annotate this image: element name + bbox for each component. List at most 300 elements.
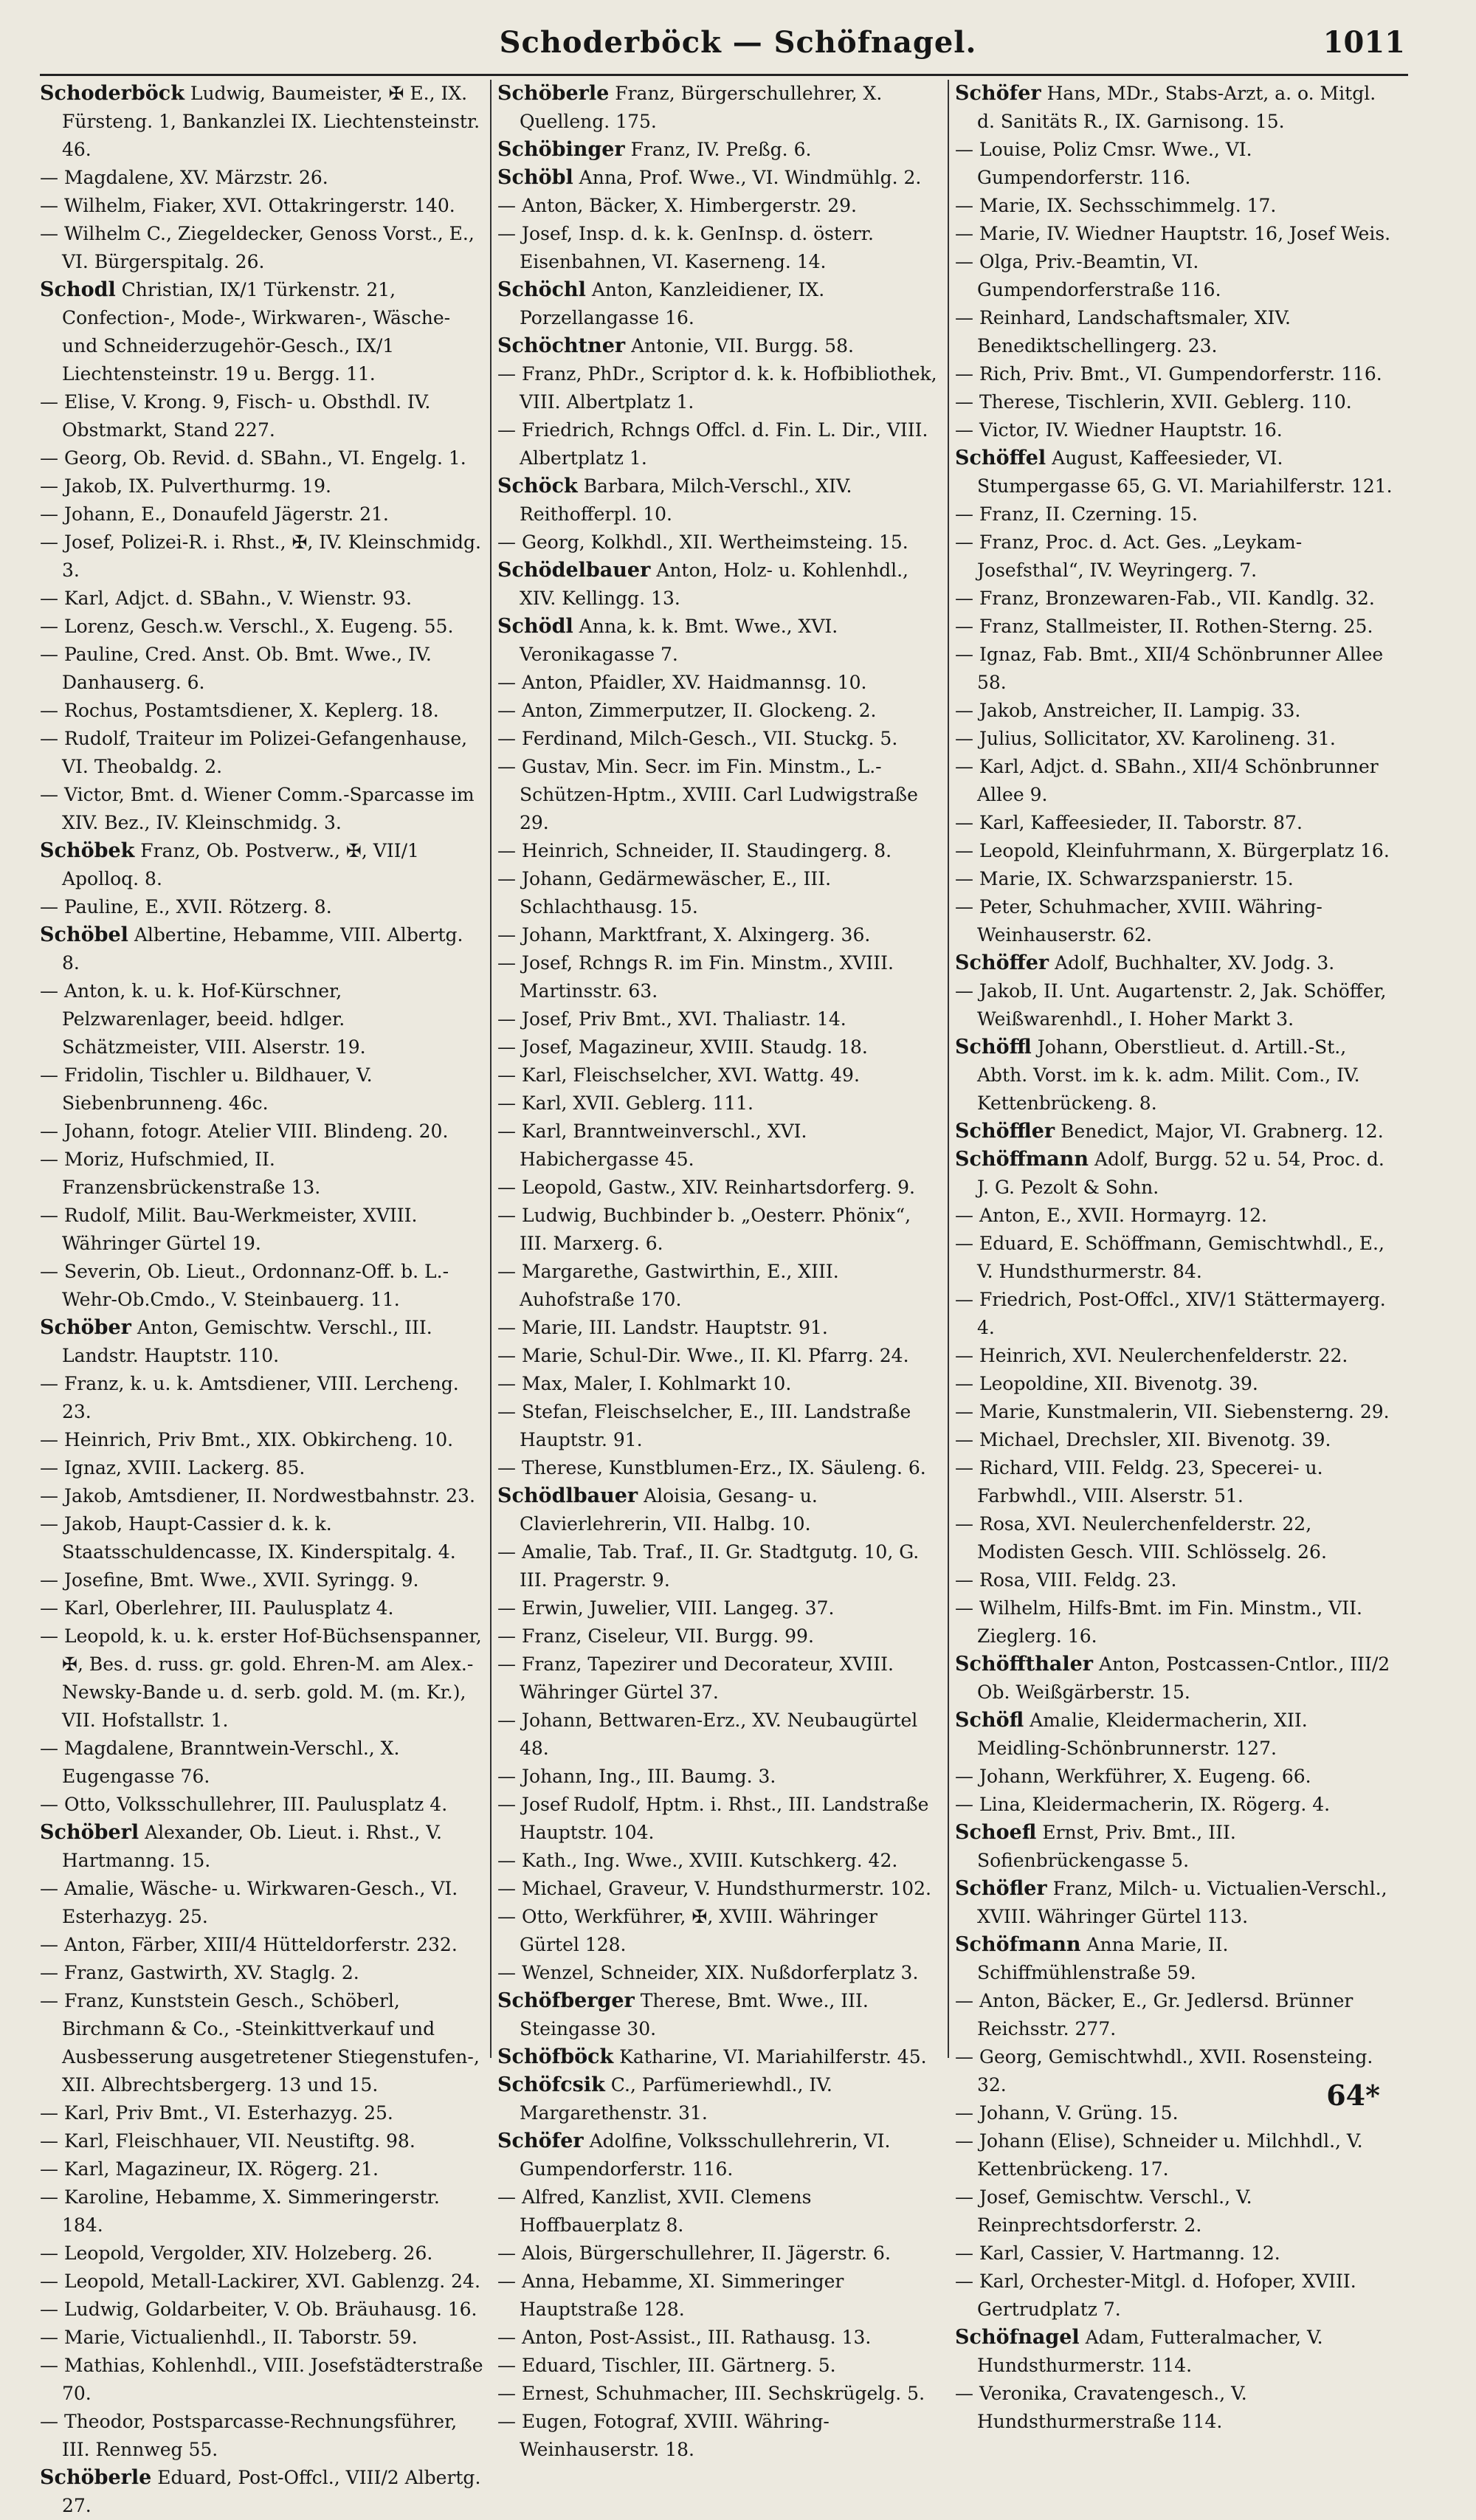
entry-text: Ernest, Schuhmacher, III. Sechskrügelg. 5. xyxy=(522,2383,925,2404)
entry-text: Richard, VIII. Feldg. 23, Specerei- u. Farbwhdl., VIII. Alserstr. 51. xyxy=(977,1457,1323,1507)
directory-entry xyxy=(40,472,484,500)
directory-entry xyxy=(40,1314,484,1370)
ditto-dash: — xyxy=(955,644,973,665)
ditto-dash: — xyxy=(40,1962,58,1983)
entry-text: Ferdinand, Milch-Gesch., VII. Stuckg. 5. xyxy=(522,728,898,749)
ditto-dash: — xyxy=(40,475,58,497)
ditto-dash: — xyxy=(40,1457,58,1478)
ditto-dash: — xyxy=(497,728,516,749)
ditto-dash: — xyxy=(955,756,973,777)
directory-entry xyxy=(40,1959,484,1987)
ditto-dash: — xyxy=(955,1766,973,1787)
ditto-dash: — xyxy=(497,1625,516,1647)
directory-entry xyxy=(955,1931,1399,1987)
entry-text: Jakob, IX. Pulverthurmg. 19. xyxy=(64,475,331,497)
entry-surname: Schöchtner xyxy=(497,334,626,357)
directory-entry xyxy=(497,1622,942,1650)
directory-entry xyxy=(497,1538,942,1594)
directory-entry xyxy=(40,1622,484,1735)
entry-text: Leopold, Gastw., XIV. Reinhartsdorferg. 9. xyxy=(522,1177,915,1198)
entry-text: Pauline, Cred. Anst. Ob. Bmt. Wwe., IV. Danhauserg. 6. xyxy=(62,644,432,693)
entry-surname: Schöberle xyxy=(40,2466,152,2489)
directory-entry xyxy=(40,1482,484,1510)
entry-text: Franz, II. Czerning. 15. xyxy=(979,503,1198,525)
ditto-dash: — xyxy=(40,2158,58,2180)
entry-text: Eduard, E. Schöffmann, Gemischtwhdl., E., V. Hundsthurmerstr. 84. xyxy=(977,1233,1384,1282)
directory-entry xyxy=(40,1987,484,2099)
column-divider xyxy=(948,80,949,2058)
ditto-dash: — xyxy=(497,2271,516,2292)
ditto-dash: — xyxy=(955,1345,973,1366)
entry-text: Johann, Gedärmewäscher, E., III. Schlachthausg. 15. xyxy=(520,868,832,918)
entry-text: Anton, Postcassen-Cntlor., III/2 Ob. Weißgärberstr. 15. xyxy=(977,1653,1390,1703)
ditto-dash: — xyxy=(955,2046,973,2068)
directory-entry xyxy=(955,1230,1399,1286)
entry-text: Heinrich, Schneider, II. Staudingerg. 8. xyxy=(522,840,892,861)
entry-text: Anton, Zimmerputzer, II. Glockeng. 2. xyxy=(522,700,877,721)
directory-entry xyxy=(497,2408,942,2464)
ditto-dash: — xyxy=(955,1569,973,1591)
directory-entry xyxy=(40,1118,484,1146)
entry-text: Leopold, Metall-Lackirer, XVI. Gablenzg. 24. xyxy=(64,2271,480,2292)
entry-text: Therese, Kunstblumen-Erz., IX. Säuleng. 6. xyxy=(522,1457,926,1478)
ditto-dash: — xyxy=(497,1850,516,1871)
entry-text: Veronika, Cravatengesch., V. Hundsthurmerstraße 114. xyxy=(977,2383,1247,2432)
entry-text: Anton, Kanzleidiener, IX. Porzellangasse 16. xyxy=(520,279,825,328)
directory-entry xyxy=(40,2183,484,2240)
entry-text: Franz, Tapezirer und Decorateur, XVIII. Währinger Gürtel 37. xyxy=(520,1653,894,1703)
ditto-dash: — xyxy=(497,1092,516,1114)
ditto-dash: — xyxy=(497,2383,516,2404)
entry-surname: Schöfberger xyxy=(497,1989,635,2012)
entry-text: Otto, Werkführer, ✠, XVIII. Währinger Gürtel 128. xyxy=(520,1906,877,1955)
ditto-dash: — xyxy=(497,1710,516,1731)
ditto-dash: — xyxy=(497,1766,516,1787)
entry-text: Wilhelm, Hilfs-Bmt. im Fin. Minstm., VII. Zieglerg. 16. xyxy=(977,1597,1362,1647)
directory-entry xyxy=(955,444,1399,500)
entry-text: Barbara, Milch-Verschl., XIV. Reithofferpl. 10. xyxy=(520,475,852,525)
directory-entry xyxy=(40,1510,484,1566)
entry-text: Olga, Priv.-Beamtin, VI. Gumpendorferstraße 116. xyxy=(977,251,1221,300)
ditto-dash: — xyxy=(955,896,973,918)
ditto-dash: — xyxy=(40,1934,58,1955)
directory-entry xyxy=(497,1791,942,1847)
directory-entry xyxy=(40,641,484,697)
entry-text: Josef, Gemischtw. Verschl., V. Reinprechtsdorferstr. 2. xyxy=(977,2186,1252,2236)
entry-text: Leopoldine, XII. Bivenotg. 39. xyxy=(979,1373,1258,1394)
directory-entry xyxy=(40,2155,484,2183)
entry-text: Ernst, Priv. Bmt., III. Sofienbrückengasse 5. xyxy=(977,1822,1236,1871)
directory-entry xyxy=(497,921,942,949)
entry-surname: Schöffler xyxy=(955,1120,1055,1143)
entry-text: Franz, Ciseleur, VII. Burgg. 99. xyxy=(522,1625,814,1647)
directory-entry xyxy=(40,977,484,1061)
entry-text: Leopold, Vergolder, XIV. Holzeberg. 26. xyxy=(64,2242,433,2264)
ditto-dash: — xyxy=(497,1036,516,1058)
entry-surname: Schöfböck xyxy=(497,2045,614,2068)
entry-text: Franz, Stallmeister, II. Rothen-Sterng. 25. xyxy=(979,616,1373,637)
entry-surname: Schöberle xyxy=(497,82,610,105)
directory-entry xyxy=(497,1707,942,1763)
directory-entry xyxy=(955,2240,1399,2268)
entry-surname: Schoderböck xyxy=(40,82,184,105)
ditto-dash: — xyxy=(497,1653,516,1675)
entry-text: Karl, Branntweinverschl., XVI. Habichergasse 45. xyxy=(520,1120,807,1170)
entry-text: Reinhard, Landschaftsmaler, XIV. Benediktschellingerg. 23. xyxy=(977,307,1291,357)
directory-entry xyxy=(955,1146,1399,1202)
ditto-dash: — xyxy=(497,1597,516,1619)
ditto-dash: — xyxy=(40,223,58,244)
entry-text: Heinrich, XVI. Neulerchenfelderstr. 22. xyxy=(979,1345,1348,1366)
entry-surname: Schöfler xyxy=(955,1877,1047,1900)
ditto-dash: — xyxy=(497,1906,516,1927)
column-2 xyxy=(497,80,942,2460)
entry-text: Ignaz, XVIII. Lackerg. 85. xyxy=(64,1457,306,1478)
ditto-dash: — xyxy=(497,363,516,385)
entry-text: Johann, V. Grüng. 15. xyxy=(979,2102,1179,2124)
entry-text: Johann, Ing., III. Baumg. 3. xyxy=(522,1766,776,1787)
entry-text: Franz, Kunststein Gesch., Schöberl, Birchmann & Co., -Steinkittverkauf und Ausbesserung ausgetretener Stiegenstufen-, XII. Albrechtsbergerg. 13 und 15. xyxy=(62,1990,480,2096)
entry-surname: Schöbinger xyxy=(497,138,625,161)
directory-entry xyxy=(497,1875,942,1903)
ditto-dash: — xyxy=(955,2130,973,2152)
entry-surname: Schöchl xyxy=(497,278,586,301)
directory-entry xyxy=(497,1061,942,1089)
entry-surname: Schöck xyxy=(497,475,578,498)
directory-entry xyxy=(955,949,1399,977)
entry-text: Karl, Adjct. d. SBahn., V. Wienstr. 93. xyxy=(64,588,412,609)
directory-entry xyxy=(497,2352,942,2380)
directory-entry xyxy=(955,1286,1399,1342)
entry-text: Anton, Holz- u. Kohlenhdl., XIV. Kellingg. 13. xyxy=(520,560,908,609)
header-rule xyxy=(40,74,1408,76)
entry-text: Ludwig, Goldarbeiter, V. Ob. Bräuhausg. 16. xyxy=(64,2299,477,2320)
ditto-dash: — xyxy=(497,1317,516,1338)
entry-text: Anton, E., XVII. Hormayrg. 12. xyxy=(979,1205,1267,1226)
ditto-dash: — xyxy=(497,924,516,946)
directory-entry xyxy=(497,1987,942,2043)
directory-entry xyxy=(497,2071,942,2127)
directory-entry xyxy=(497,164,942,192)
directory-entry xyxy=(955,1033,1399,1118)
directory-entry xyxy=(955,248,1399,304)
directory-entry xyxy=(497,136,942,164)
directory-entry xyxy=(955,893,1399,949)
directory-entry xyxy=(497,1650,942,1707)
entry-text: Johann, E., Donaufeld Jägerstr. 21. xyxy=(64,503,389,525)
directory-entry xyxy=(40,893,484,921)
ditto-dash: — xyxy=(40,2271,58,2292)
directory-entry xyxy=(497,2324,942,2352)
directory-entry xyxy=(40,1146,484,1202)
directory-entry xyxy=(497,1763,942,1791)
directory-entry xyxy=(40,444,484,472)
ditto-dash: — xyxy=(955,1597,973,1619)
directory-entry xyxy=(40,1791,484,1819)
directory-entry xyxy=(497,1314,942,1342)
entry-text: Erwin, Juwelier, VIII. Langeg. 37. xyxy=(522,1597,835,1619)
ditto-dash: — xyxy=(955,700,973,721)
entry-text: Heinrich, Priv Bmt., XIX. Obkircheng. 10. xyxy=(64,1429,454,1450)
entry-text: Max, Maler, I. Kohlmarkt 10. xyxy=(522,1373,792,1394)
ditto-dash: — xyxy=(40,644,58,665)
entry-text: Hans, MDr., Stabs-Arzt, a. o. Mitgl. d. Sanitäts R., IX. Garnisong. 15. xyxy=(977,83,1376,132)
directory-entry xyxy=(497,1005,942,1033)
ditto-dash: — xyxy=(955,2102,973,2124)
ditto-dash: — xyxy=(40,1149,58,1170)
entry-surname: Schöbel xyxy=(40,923,128,946)
directory-entry xyxy=(40,529,484,585)
column-1 xyxy=(40,80,484,2516)
entry-text: Karl, XVII. Geblerg. 111. xyxy=(522,1092,753,1114)
ditto-dash: — xyxy=(497,1177,516,1198)
ditto-dash: — xyxy=(955,139,973,160)
ditto-dash: — xyxy=(955,728,973,749)
ditto-dash: — xyxy=(497,1878,516,1899)
directory-entry xyxy=(497,725,942,753)
directory-entry xyxy=(40,781,484,837)
directory-entry xyxy=(40,2464,484,2520)
entry-text: Karl, Orchester-Mitgl. d. Hofoper, XVIII. Gertrudplatz 7. xyxy=(977,2271,1356,2320)
entry-text: Adolfine, Volksschullehrerin, VI. Gumpendorferstr. 116. xyxy=(520,2130,891,2180)
ditto-dash: — xyxy=(40,616,58,637)
entry-text: Franz, k. u. k. Amtsdiener, VIII. Lercheng. 23. xyxy=(62,1373,459,1422)
directory-entry xyxy=(497,1398,942,1454)
directory-entry xyxy=(955,220,1399,248)
entry-text: Otto, Volksschullehrer, III. Paulusplatz 4. xyxy=(64,1794,448,1815)
entry-text: Lorenz, Gesch.w. Verschl., X. Eugeng. 55. xyxy=(64,616,454,637)
entry-text: Anton, Bäcker, E., Gr. Jedlersd. Brünner Reichsstr. 277. xyxy=(977,1990,1353,2039)
directory-entry xyxy=(40,1566,484,1594)
directory-entry xyxy=(955,1763,1399,1791)
entry-text: Anton, Färber, XIII/4 Hütteldorferstr. 232. xyxy=(64,1934,458,1955)
entry-text: Georg, Ob. Revid. d. SBahn., VI. Engelg. 1. xyxy=(64,447,466,469)
directory-entry xyxy=(497,276,942,332)
entry-text: Franz, Gastwirth, XV. Staglg. 2. xyxy=(64,1962,359,1983)
directory-entry xyxy=(497,1454,942,1482)
entry-text: Marie, IV. Wiedner Hauptstr. 16, Josef Weis. xyxy=(979,223,1391,244)
entry-text: Rudolf, Traiteur im Polizei-Gefangenhause, VI. Theobaldg. 2. xyxy=(62,728,468,777)
directory-entry xyxy=(955,192,1399,220)
directory-entry xyxy=(955,1650,1399,1707)
directory-entry xyxy=(40,1202,484,1258)
directory-entry xyxy=(955,1370,1399,1398)
ditto-dash: — xyxy=(955,1289,973,1310)
directory-entry xyxy=(955,1202,1399,1230)
ditto-dash: — xyxy=(40,447,58,469)
entry-text: Marie, III. Landstr. Hauptstr. 91. xyxy=(522,1317,828,1338)
directory-entry xyxy=(497,1342,942,1370)
entry-text: Franz, Bronzewaren-Fab., VII. Kandlg. 32. xyxy=(979,588,1375,609)
directory-entry xyxy=(497,529,942,557)
ditto-dash: — xyxy=(40,195,58,216)
entry-text: Severin, Ob. Lieut., Ordonnanz-Off. b. L.-Wehr-Ob.Cmdo., V. Steinbauerg. 11. xyxy=(62,1261,449,1310)
ditto-dash: — xyxy=(40,784,58,805)
entry-text: Rudolf, Milit. Bau-Werkmeister, XVIII. Währinger Gürtel 19. xyxy=(62,1205,418,1254)
directory-entry xyxy=(40,500,484,529)
entry-text: Karl, Oberlehrer, III. Paulusplatz 4. xyxy=(64,1597,394,1619)
entry-surname: Schöberl xyxy=(40,1821,139,1844)
directory-entry xyxy=(497,1594,942,1622)
entry-text: Eduard, Tischler, III. Gärtnerg. 5. xyxy=(522,2355,836,2376)
ditto-dash: — xyxy=(40,1794,58,1815)
ditto-dash: — xyxy=(955,2186,973,2208)
directory-entry xyxy=(497,837,942,865)
directory-entry xyxy=(955,1707,1399,1763)
entry-text: Theodor, Postsparcasse-Rechnungsführer, III. Rennweg 55. xyxy=(62,2411,458,2460)
directory-entry xyxy=(955,136,1399,192)
ditto-dash: — xyxy=(40,1569,58,1591)
directory-entry xyxy=(955,2380,1399,2436)
ditto-dash: — xyxy=(497,1064,516,1086)
ditto-dash: — xyxy=(497,700,516,721)
entry-text: Georg, Gemischtwhdl., XVII. Rosensteing. 32. xyxy=(977,2046,1373,2096)
directory-entry xyxy=(955,1454,1399,1510)
directory-entry xyxy=(40,388,484,444)
entry-surname: Schöffmann xyxy=(955,1148,1089,1171)
entry-text: Rosa, VIII. Feldg. 23. xyxy=(979,1569,1177,1591)
directory-entry xyxy=(497,80,942,136)
entry-text: Franz, IV. Preßg. 6. xyxy=(630,139,812,160)
ditto-dash: — xyxy=(40,1485,58,1507)
entry-text: Fridolin, Tischler u. Bildhauer, V. Siebenbrunneng. 46c. xyxy=(62,1064,373,1114)
ditto-dash: — xyxy=(40,1429,58,1450)
ditto-dash: — xyxy=(497,2186,516,2208)
ditto-dash: — xyxy=(955,1513,973,1535)
ditto-dash: — xyxy=(497,868,516,889)
directory-entry xyxy=(497,472,942,529)
ditto-dash: — xyxy=(40,728,58,749)
ditto-dash: — xyxy=(40,2299,58,2320)
directory-entry xyxy=(497,2380,942,2408)
directory-entry xyxy=(955,1791,1399,1819)
entry-text: Adolf, Buchhalter, XV. Jodg. 3. xyxy=(1055,952,1335,974)
directory-entry xyxy=(497,1482,942,1538)
entry-text: Julius, Sollicitator, XV. Karolineng. 31. xyxy=(979,728,1336,749)
entry-text: Friedrich, Rchngs Offcl. d. Fin. L. Dir., VIII. Albertplatz 1. xyxy=(520,419,928,469)
ditto-dash: — xyxy=(955,419,973,441)
directory-entry xyxy=(497,1033,942,1061)
entry-text: Eugen, Fotograf, XVIII. Währing-Weinhauserstr. 18. xyxy=(520,2411,830,2460)
ditto-dash: — xyxy=(40,1878,58,1899)
directory-entry xyxy=(955,1987,1399,2043)
entry-surname: Schöfcsik xyxy=(497,2073,605,2096)
ditto-dash: — xyxy=(40,1597,58,1619)
ditto-dash: — xyxy=(40,503,58,525)
entry-surname: Schöfer xyxy=(497,2130,584,2152)
ditto-dash: — xyxy=(40,588,58,609)
directory-entry xyxy=(497,332,942,360)
directory-entry xyxy=(955,1118,1399,1146)
ditto-dash: — xyxy=(955,1373,973,1394)
entry-text: Rosa, XVI. Neulerchenfelderstr. 22, Modisten Gesch. VIII. Schlösselg. 26. xyxy=(977,1513,1327,1563)
ditto-dash: — xyxy=(40,2186,58,2208)
entry-text: C., Parfümeriewhdl., IV. Margarethenstr. 31. xyxy=(520,2074,832,2124)
entry-text: Anton, Bäcker, X. Himbergerstr. 29. xyxy=(522,195,857,216)
entry-text: Johann (Elise), Schneider u. Milchhdl., V. Kettenbrückeng. 17. xyxy=(977,2130,1363,2180)
entry-text: Johann, Bettwaren-Erz., XV. Neubaugürtel 48. xyxy=(520,1710,918,1759)
directory-entry xyxy=(497,1959,942,1987)
entry-text: Magdalene, XV. Märzstr. 26. xyxy=(64,167,328,188)
entry-surname: Schöbl xyxy=(497,166,573,189)
directory-entry xyxy=(40,1931,484,1959)
entry-text: Marie, IX. Schwarzspanierstr. 15. xyxy=(979,868,1294,889)
running-head xyxy=(0,22,1476,74)
entry-text: Kath., Ing. Wwe., XVIII. Kutschkerg. 42. xyxy=(522,1850,898,1871)
directory-entry xyxy=(40,1875,484,1931)
directory-entry xyxy=(955,2324,1399,2380)
entry-text: Albertine, Hebamme, VIII. Albertg. 8. xyxy=(62,924,463,974)
entry-text: Ignaz, Fab. Bmt., XII/4 Schönbrunner Allee 58. xyxy=(977,644,1384,693)
ditto-dash: — xyxy=(40,167,58,188)
directory-entry xyxy=(497,2183,942,2240)
entry-text: Johann, Marktfrant, X. Alxingerg. 36. xyxy=(522,924,871,946)
entry-text: Anna Marie, II. Schiffmühlenstraße 59. xyxy=(977,1934,1229,1983)
ditto-dash: — xyxy=(955,1990,973,2011)
ditto-dash: — xyxy=(497,1261,516,1282)
entry-text: Jakob, II. Unt. Augartenstr. 2, Jak. Schöffer, Weißwarenhdl., I. Hoher Markt 3. xyxy=(977,980,1387,1030)
directory-entry xyxy=(497,1847,942,1875)
ditto-dash: — xyxy=(497,1205,516,1226)
directory-entry xyxy=(40,585,484,613)
entry-text: Wenzel, Schneider, XIX. Nußdorferplatz 3. xyxy=(522,1962,919,1983)
entry-text: Josef Rudolf, Hptm. i. Rhst., III. Landstraße Hauptstr. 104. xyxy=(520,1794,929,1843)
entry-text: Ludwig, Buchbinder b. „Oesterr. Phönix“, III. Marxerg. 6. xyxy=(520,1205,911,1254)
entry-text: Therese, Bmt. Wwe., III. Steingasse 30. xyxy=(520,1990,869,2039)
entry-text: Georg, Kolkhdl., XII. Wertheimsteing. 15. xyxy=(522,531,908,553)
directory-entry xyxy=(955,416,1399,444)
directory-entry xyxy=(497,2240,942,2268)
directory-entry xyxy=(955,2268,1399,2324)
ditto-dash: — xyxy=(955,1233,973,1254)
entry-text: Karl, Kaffeesieder, II. Taborstr. 87. xyxy=(979,812,1303,833)
directory-entry xyxy=(497,220,942,276)
directory-entry xyxy=(40,1370,484,1426)
directory-entry xyxy=(40,1594,484,1622)
ditto-dash: — xyxy=(497,2355,516,2376)
directory-entry xyxy=(955,1594,1399,1650)
ditto-dash: — xyxy=(497,1373,516,1394)
ditto-dash: — xyxy=(955,2383,973,2404)
directory-entry xyxy=(497,1118,942,1174)
entry-surname: Schöfnagel xyxy=(955,2326,1080,2349)
directory-entry xyxy=(497,192,942,220)
entry-surname: Schöfmann xyxy=(955,1933,1081,1956)
entry-text: Anton, Pfaidler, XV. Haidmannsg. 10. xyxy=(522,672,867,693)
directory-entry xyxy=(40,1735,484,1791)
directory-entry xyxy=(497,557,942,613)
ditto-dash: — xyxy=(955,1457,973,1478)
directory-entry xyxy=(40,2240,484,2268)
directory-entry xyxy=(955,865,1399,893)
entry-text: Marie, Schul-Dir. Wwe., II. Kl. Pfarrg. 24. xyxy=(522,1345,909,1366)
directory-entry xyxy=(955,1426,1399,1454)
entry-text: Friedrich, Post-Offcl., XIV/1 Stättermayerg. 4. xyxy=(977,1289,1386,1338)
ditto-dash: — xyxy=(497,1120,516,1142)
directory-entry xyxy=(955,613,1399,641)
ditto-dash: — xyxy=(497,672,516,693)
entry-text: Josef, Rchngs R. im Fin. Minstm., XVIII. Martinsstr. 63. xyxy=(520,952,894,1002)
ditto-dash: — xyxy=(955,363,973,385)
directory-entry xyxy=(40,725,484,781)
entry-surname: Schöfl xyxy=(955,1709,1024,1732)
entry-text: Louise, Poliz Cmsr. Wwe., VI. Gumpendorferstr. 116. xyxy=(977,139,1252,188)
ditto-dash: — xyxy=(497,1541,516,1563)
ditto-dash: — xyxy=(497,2327,516,2348)
directory-entry xyxy=(497,613,942,669)
ditto-dash: — xyxy=(955,251,973,272)
entry-text: Anton, Gemischtw. Verschl., III. Landstr. Hauptstr. 110. xyxy=(62,1317,432,1366)
